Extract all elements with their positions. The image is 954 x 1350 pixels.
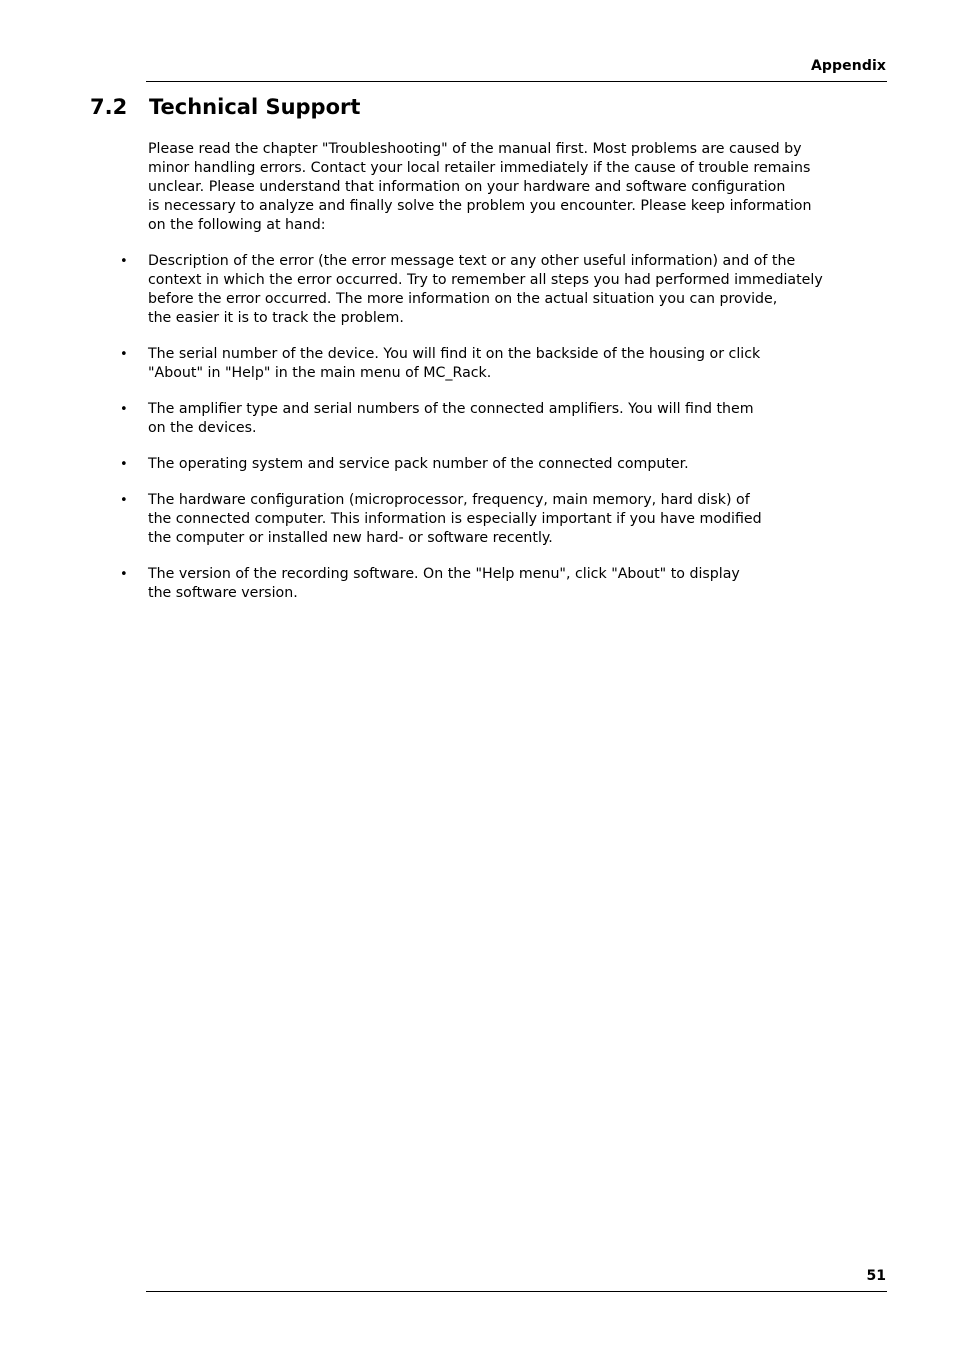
- intro-paragraph: [148, 140, 868, 235]
- list-item-line: on the devices.: [148, 420, 257, 436]
- bullet-icon: •: [120, 493, 128, 508]
- list-item: [120, 565, 868, 603]
- page-number: 51: [866, 1268, 886, 1284]
- bullet-icon: •: [120, 254, 128, 269]
- list-item-line: The serial number of the device. You will find it on the backside of the housing or click: [148, 346, 761, 362]
- list-item-line: the easier it is to track the problem.: [148, 310, 404, 326]
- section-title: Technical Support: [149, 95, 361, 119]
- list-item-line: before the error occurred. The more information on the actual situation you can provide,: [148, 291, 778, 307]
- section-number: 7.2: [90, 95, 128, 119]
- list-item: [120, 400, 868, 438]
- list-item: [120, 491, 868, 548]
- section-body: [120, 140, 868, 620]
- list-item-line: The hardware configuration (microprocessor, frequency, main memory, hard disk) of: [148, 492, 750, 508]
- list-item-line: the computer or installed new hard- or software recently.: [148, 530, 553, 546]
- intro-line: on the following at hand:: [148, 217, 326, 233]
- list-item: [120, 252, 868, 328]
- info-checklist: [120, 252, 868, 603]
- intro-line: is necessary to analyze and finally solve the problem you encounter. Please keep information: [148, 198, 812, 214]
- list-item: [120, 455, 868, 474]
- bullet-icon: •: [120, 347, 128, 362]
- intro-line: unclear. Please understand that information on your hardware and software configuration: [148, 179, 786, 195]
- bullet-icon: •: [120, 567, 128, 582]
- list-item-line: Description of the error (the error message text or any other useful information) and of the: [148, 253, 796, 269]
- list-item-line: The operating system and service pack number of the connected computer.: [148, 456, 689, 472]
- running-header: [146, 56, 887, 82]
- list-item-line: The version of the recording software. On the "Help menu", click "About" to display: [148, 566, 740, 582]
- intro-line: Please read the chapter "Troubleshooting" of the manual first. Most problems are caused by: [148, 141, 802, 157]
- list-item-line: the connected computer. This information is especially important if you have modified: [148, 511, 762, 527]
- list-item-line: "About" in "Help" in the main menu of MC_Rack.: [148, 365, 492, 381]
- list-item-line: context in which the error occurred. Try to remember all steps you had performed immediately: [148, 272, 823, 288]
- list-item: [120, 345, 868, 383]
- list-item-line: the software version.: [148, 585, 298, 601]
- bullet-icon: •: [120, 457, 128, 472]
- header-section-label: Appendix: [811, 58, 886, 74]
- running-footer: [146, 1266, 887, 1292]
- list-item-line: The amplifier type and serial numbers of the connected amplifiers. You will find them: [148, 401, 754, 417]
- intro-line: minor handling errors. Contact your local retailer immediately if the cause of trouble remains: [148, 160, 811, 176]
- bullet-icon: •: [120, 402, 128, 417]
- section-heading: [90, 93, 360, 121]
